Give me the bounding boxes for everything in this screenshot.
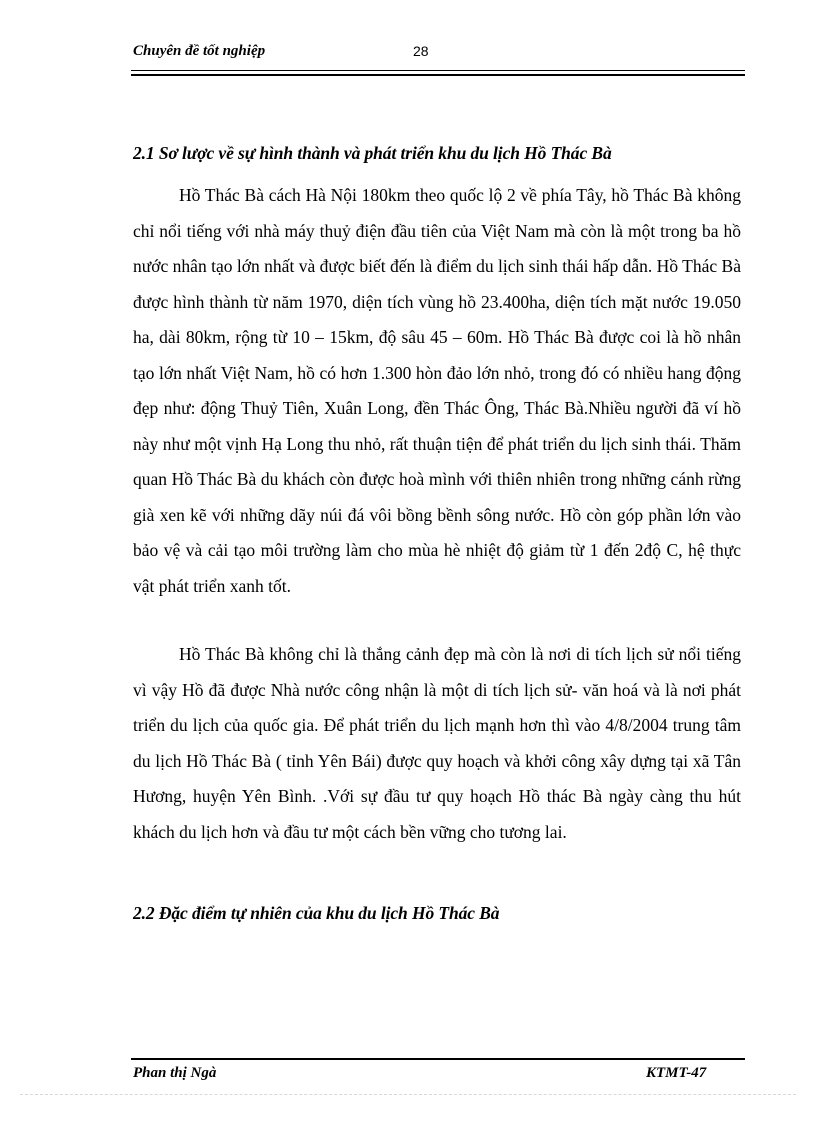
- page-bottom-edge: [20, 1094, 796, 1095]
- footer-divider: [131, 1058, 745, 1060]
- section-heading-2-1: 2.1 Sơ lược về sự hình thành và phát triển khu du lịch Hồ Thác Bà: [133, 143, 612, 163]
- page-number: 28: [413, 43, 429, 59]
- header-divider: [131, 70, 745, 76]
- header-title: Chuyên đề tốt nghiệp: [133, 43, 266, 59]
- paragraph-lake-development: Hồ Thác Bà không chỉ là thắng cảnh đẹp mà còn là nơi di tích lịch sử nổi tiếng vì vậy Hồ đã được Nhà nước công nhận là một di tích lịch sử- văn hoá và là nơi phát triển du lịch của quốc gia. Để phát triển du lịch mạnh hơn thì vào 4/8/2004 trung tâm du lịch Hồ Thác Bà ( tỉnh Yên Bái) được quy hoạch và khởi công xây dựng tại xã Tân Hương, huyện Yên Bình. .Với sự đầu tư quy hoạch Hồ thác Bà ngày càng thu hút khách du lịch hơn và đầu tư một cách bền vững cho tương lai.: [133, 644, 741, 842]
- footer-author: Phan thị Ngà: [133, 1065, 217, 1081]
- section-heading-2-2: 2.2 Đặc điểm tự nhiên của khu du lịch Hồ Thác Bà: [133, 903, 500, 923]
- paragraph-lake-overview: Hồ Thác Bà cách Hà Nội 180km theo quốc lộ 2 về phía Tây, hồ Thác Bà không chỉ nổi tiếng với nhà máy thuỷ điện đầu tiên của Việt Nam mà còn là một trong ba hồ nước nhân tạo lớn nhất và được biết đến là điểm du lịch sinh thái hấp dẫn. Hồ Thác Bà được hình thành từ năm 1970, diện tích vùng hồ 23.400ha, diện tích mặt nước 19.050 ha, dài 80km, rộng từ 10 – 15km, độ sâu 45 – 60m. Hồ Thác Bà được coi là hồ nhân tạo lớn nhất Việt Nam, hồ có hơn 1.300 hòn đảo lớn nhỏ, trong đó có nhiều hang động đẹp như: động Thuỷ Tiên, Xuân Long, đền Thác Ông, Thác Bà.Nhiều người đã ví hồ này như một vịnh Hạ Long thu nhỏ, rất thuận tiện để phát triển du lịch sinh thái. Thăm quan Hồ Thác Bà du khách còn được hoà mình với thiên nhiên trong những cánh rừng già xen kẽ với những dãy núi đá vôi bồng bềnh sông nước. Hồ còn góp phần lớn vào bảo vệ và cải tạo môi trường làm cho mùa hè nhiệt độ giảm từ 1 đến 2độ C, hệ thực vật phát triển xanh tốt.: [133, 185, 741, 596]
- footer-class-code: KTMT-47: [646, 1065, 707, 1081]
